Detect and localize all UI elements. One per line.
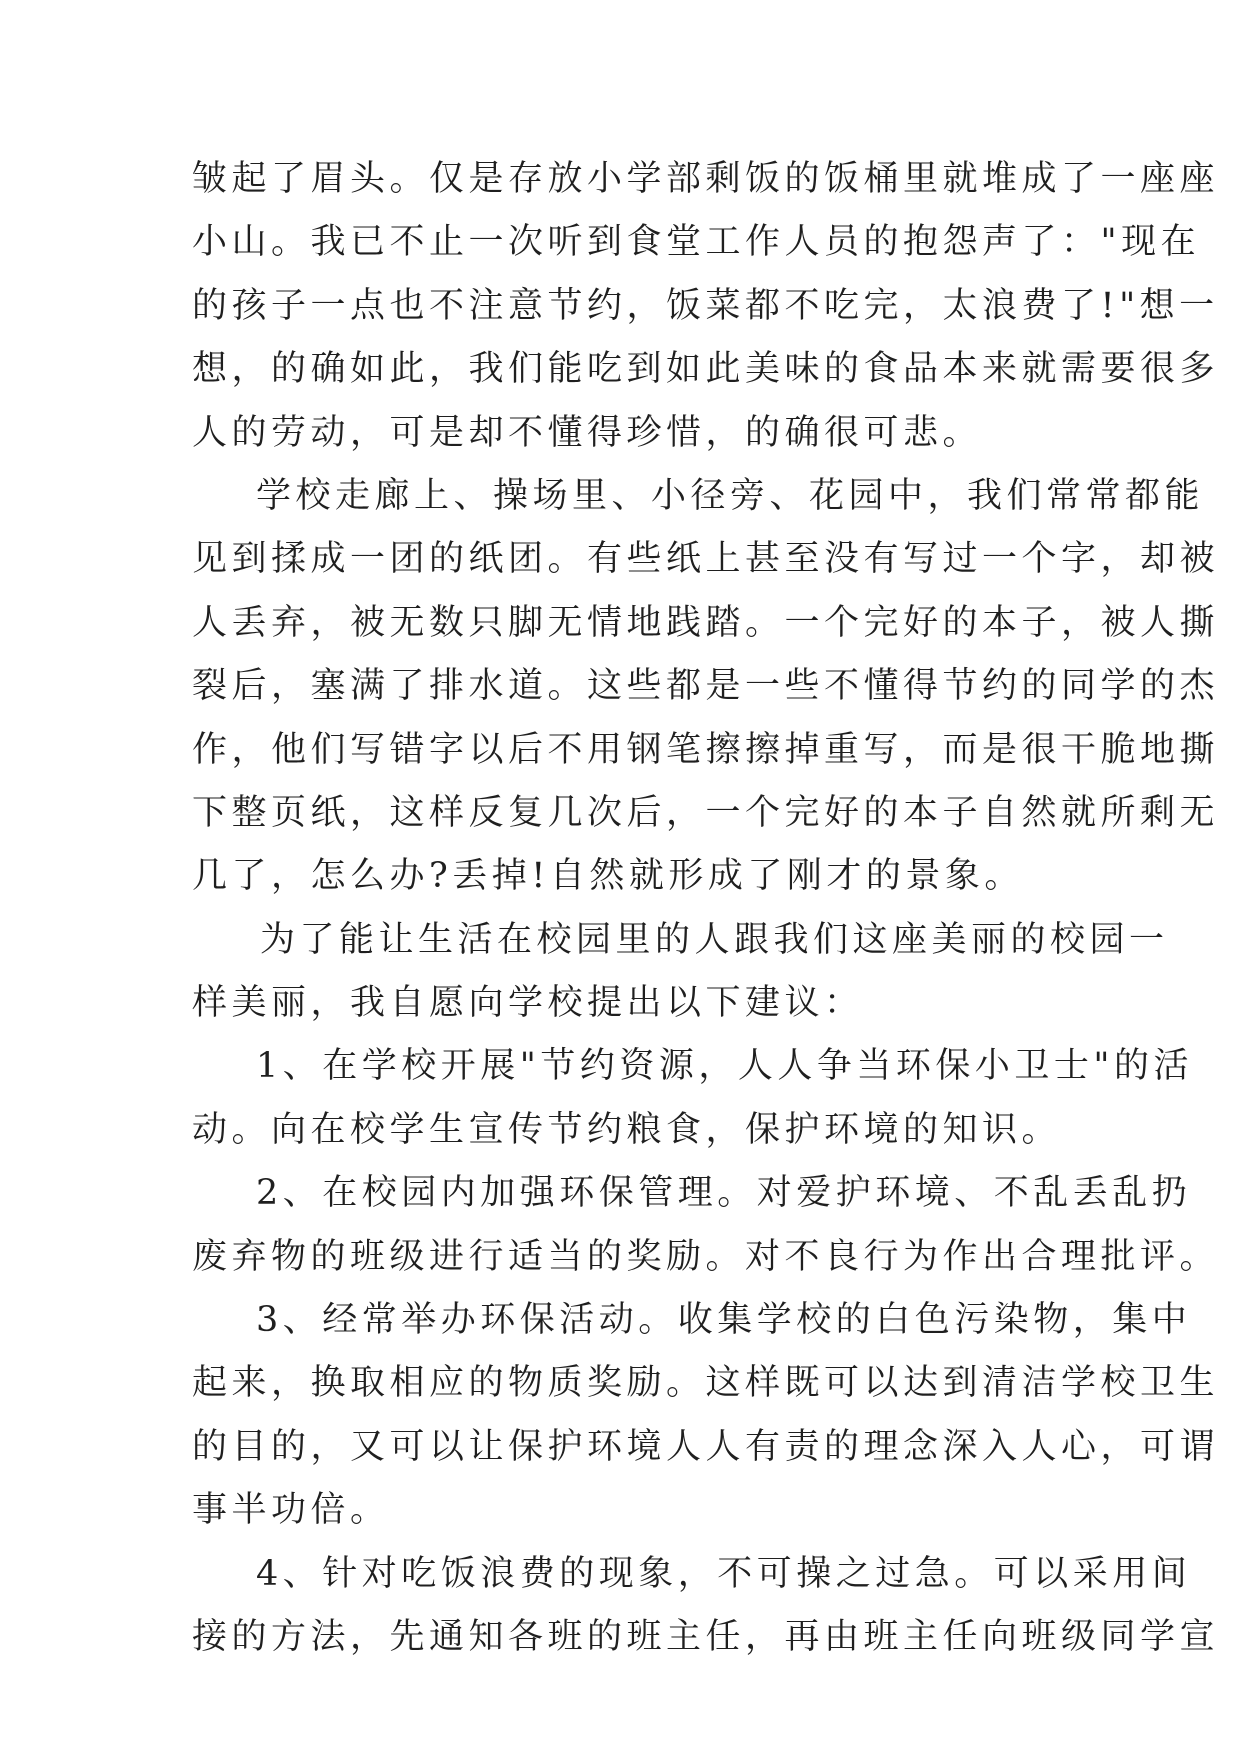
text-line: 1、在学校开展"节约资源，人人争当环保小卫士"的活 — [256, 1046, 1193, 1087]
text-line: 样美丽，我自愿向学校提出以下建议： — [192, 983, 864, 1024]
text-line: 人丢弃，被无数只脚无情地践踏。一个完好的本子，被人撕 — [192, 602, 1220, 643]
text-line: 的目的，又可以让保护环境人人有责的理念深入人心，可谓 — [192, 1426, 1220, 1467]
text-line: 皱起了眉头。仅是存放小学部剩饭的饭桶里就堆成了一座座 — [192, 159, 1220, 199]
text-line: 起来，换取相应的物质奖励。这样既可以达到清洁学校卫生 — [192, 1363, 1220, 1404]
text-line: 人的劳动，可是却不懂得珍惜，的确很可悲。 — [192, 412, 983, 453]
text-line: 4、针对吃饭浪费的现象，不可操之过急。可以采用间 — [256, 1553, 1192, 1594]
text-line: 裂后，塞满了排水道。这些都是一些不懂得节约的同学的杰 — [192, 666, 1220, 707]
text-line: 动。向在校学生宣传节约粮食，保护环境的知识。 — [192, 1109, 1062, 1150]
text-line: 见到揉成一团的纸团。有些纸上甚至没有写过一个字，却被 — [192, 539, 1220, 580]
text-line: 为了能让生活在校园里的人跟我们这座美丽的校园一 — [260, 919, 1169, 960]
paragraph-7-suggestion-4 — [192, 1543, 1220, 1670]
text-line: 想，的确如此，我们能吃到如此美味的食品本来就需要很多 — [192, 349, 1220, 390]
text-line: 接的方法，先通知各班的班主任，再由班主任向班级同学宣 — [192, 1616, 1220, 1657]
text-line: 小山。我已不止一次听到食堂工作人员的抱怨声了："现在 — [192, 222, 1201, 263]
text-line: 废弃物的班级进行适当的奖励。对不良行为作出合理批评。 — [192, 1236, 1220, 1277]
paragraph-6-suggestion-3 — [192, 1289, 1220, 1543]
text-line: 几了，怎么办?丢掉!自然就形成了刚才的景象。 — [192, 856, 1024, 897]
paragraph-1 — [192, 148, 1220, 465]
text-line: 2、在校园内加强环保管理。对爱护环境、不乱丢乱扔 — [256, 1173, 1192, 1214]
body-text — [192, 148, 1220, 1669]
text-line: 作，他们写错字以后不用钢笔擦擦掉重写，而是很干脆地撕 — [192, 729, 1220, 770]
paragraph-3 — [192, 909, 1169, 1036]
text-line: 的孩子一点也不注意节约，饭菜都不吃完，太浪费了!"想一 — [192, 285, 1219, 326]
text-line: 3、经常举办环保活动。收集学校的白色污染物，集中 — [256, 1300, 1192, 1341]
paragraph-4-suggestion-1 — [192, 1035, 1193, 1162]
paragraph-5-suggestion-2 — [192, 1162, 1220, 1289]
paragraph-2 — [192, 465, 1220, 909]
text-line: 事半功倍。 — [192, 1490, 390, 1531]
text-line: 下整页纸，这样反复几次后，一个完好的本子自然就所剩无 — [192, 792, 1220, 833]
text-line: 学校走廊上、操场里、小径旁、花园中，我们常常都能 — [256, 475, 1205, 516]
